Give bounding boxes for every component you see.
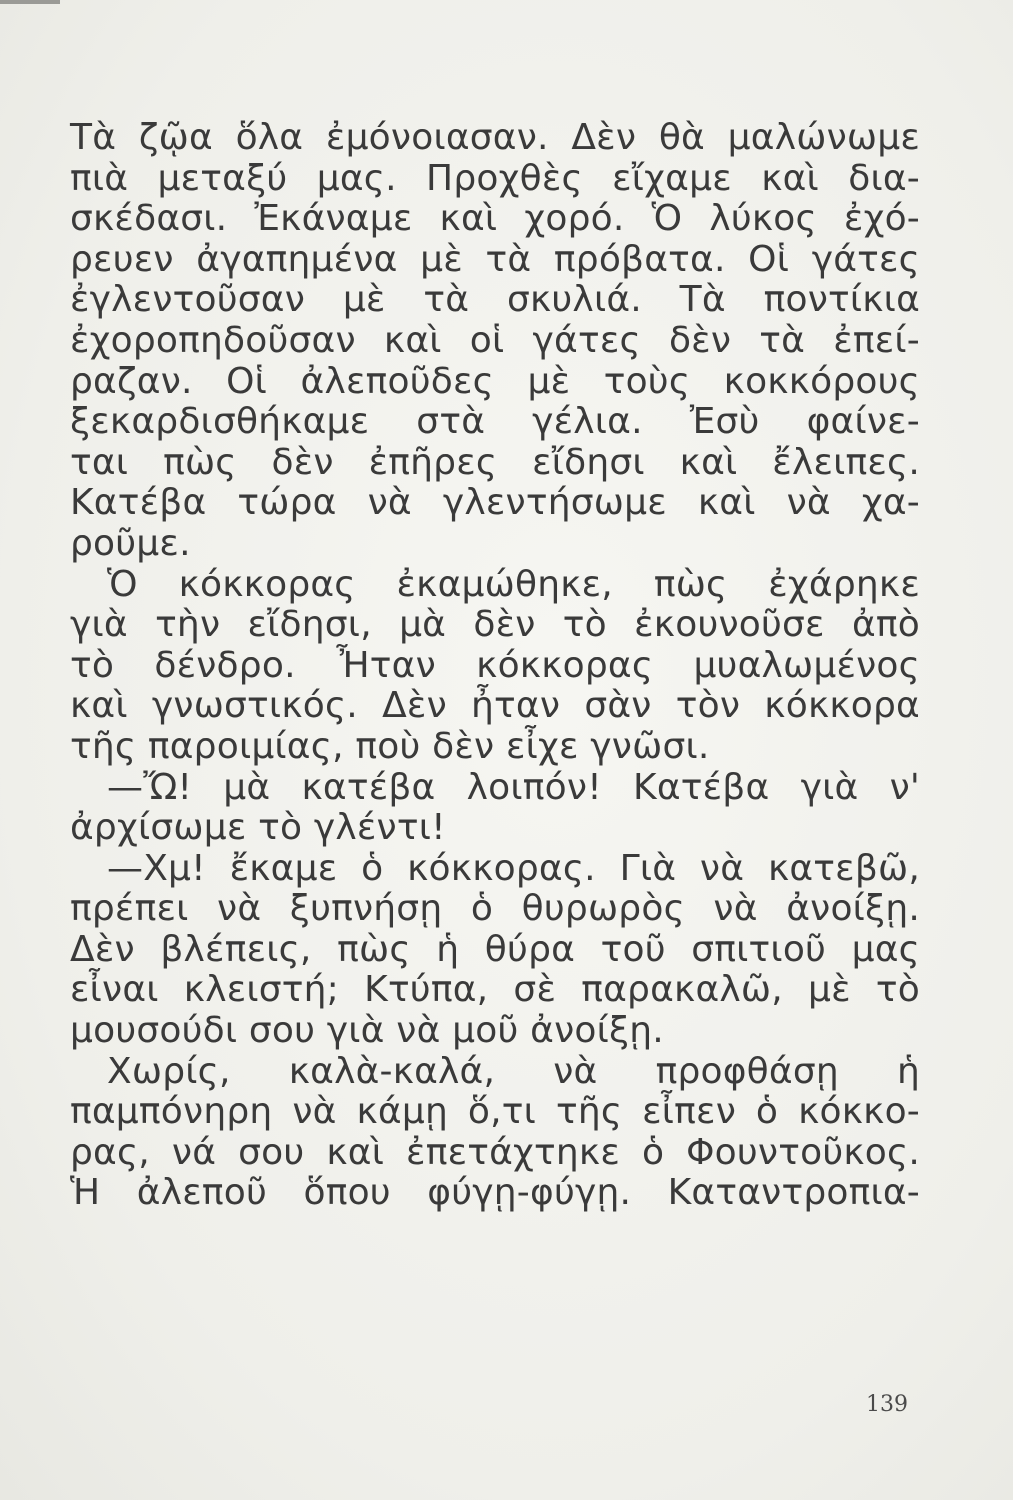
text-line: πρέπει νὰ ξυπνήσῃ ὁ θυρωρὸς νὰ ἀνοίξῃ. xyxy=(70,888,920,930)
text-line: καὶ γνωστικός. Δὲν ἦταν σὰν τὸν κόκκορα xyxy=(70,685,920,727)
text-line: μουσούδι σου γιὰ νὰ μοῦ ἀνοίξῃ. xyxy=(70,1010,664,1052)
text-line: Χωρίς, καλὰ-καλά, νὰ προφθάσῃ ἡ xyxy=(107,1050,920,1092)
text-line: ἐχοροπηδοῦσαν καὶ οἱ γάτες δὲν τὰ ἐπεί- xyxy=(70,319,920,361)
text-line: παμπόνηρη νὰ κάμῃ ὅ,τι τῆς εἶπεν ὁ κόκκο- xyxy=(70,1091,920,1133)
text-line: ἀρχίσωμε τὸ γλέντι! xyxy=(70,807,446,849)
text-line: εἶναι κλειστή; Κτύπα, σὲ παρακαλῶ, μὲ τὸ xyxy=(70,969,920,1011)
text-line: τὸ δένδρο. Ἦταν κόκκορας μυαλωμένος xyxy=(70,644,920,686)
page-edge-shadow xyxy=(0,0,60,4)
text-line: ξεκαρδισθήκαμε στὰ γέλια. Ἐσὺ φαίνε- xyxy=(70,401,920,443)
text-line: ρευεν ἀγαπημένα μὲ τὰ πρόβατα. Οἱ γάτες xyxy=(70,238,920,280)
text-line: ροῦμε. xyxy=(70,522,191,564)
text-line: ραζαν. Οἱ ἀλεποῦδες μὲ τοὺς κοκκόρους xyxy=(70,360,920,402)
text-line: τῆς παροιμίας, ποὺ δὲν εἶχε γνῶσι. xyxy=(70,725,710,767)
text-line: σκέδασι. Ἐκάναμε καὶ χορό. Ὁ λύκος ἐχό- xyxy=(70,198,920,240)
text-line: —Χμ! ἔκαμε ὁ κόκκορας. Γιὰ νὰ κατεβῶ, xyxy=(107,847,920,889)
body-text xyxy=(70,118,920,1214)
text-line: Τὰ ζῷα ὅλα ἐμόνοιασαν. Δὲν θὰ μαλώνωμε xyxy=(70,117,920,158)
text-line: Κατέβα τώρα νὰ γλεντήσωμε καὶ νὰ χα- xyxy=(70,482,920,524)
text-line: —Ὤ! μὰ κατέβα λοιπόν! Κατέβα γιὰ ν' xyxy=(107,766,920,808)
text-line: Δὲν βλέπεις, πὼς ἡ θύρα τοῦ σπιτιοῦ μας xyxy=(70,928,920,970)
text-line: ἐγλεντοῦσαν μὲ τὰ σκυλιά. Τὰ ποντίκια xyxy=(70,279,920,321)
text-line: Ὁ κόκκορας ἐκαμώθηκε, πὼς ἐχάρηκε xyxy=(107,563,920,605)
text-line: πιὰ μεταξύ μας. Προχθὲς εἴχαμε καὶ δια- xyxy=(70,157,920,199)
text-line: γιὰ τὴν εἴδησι, μὰ δὲν τὸ ἐκουνοῦσε ἀπὸ xyxy=(70,604,920,646)
page-number: 139 xyxy=(866,1392,908,1417)
text-line: ρας, νά σου καὶ ἐπετάχτηκε ὁ Φουντοῦκος. xyxy=(70,1131,920,1173)
text-line: Ἡ ἀλεποῦ ὅπου φύγῃ-φύγῃ. Καταντροπια- xyxy=(70,1172,920,1214)
text-line: ται πὼς δὲν ἐπῆρες εἴδησι καὶ ἔλειπες. xyxy=(70,441,920,483)
